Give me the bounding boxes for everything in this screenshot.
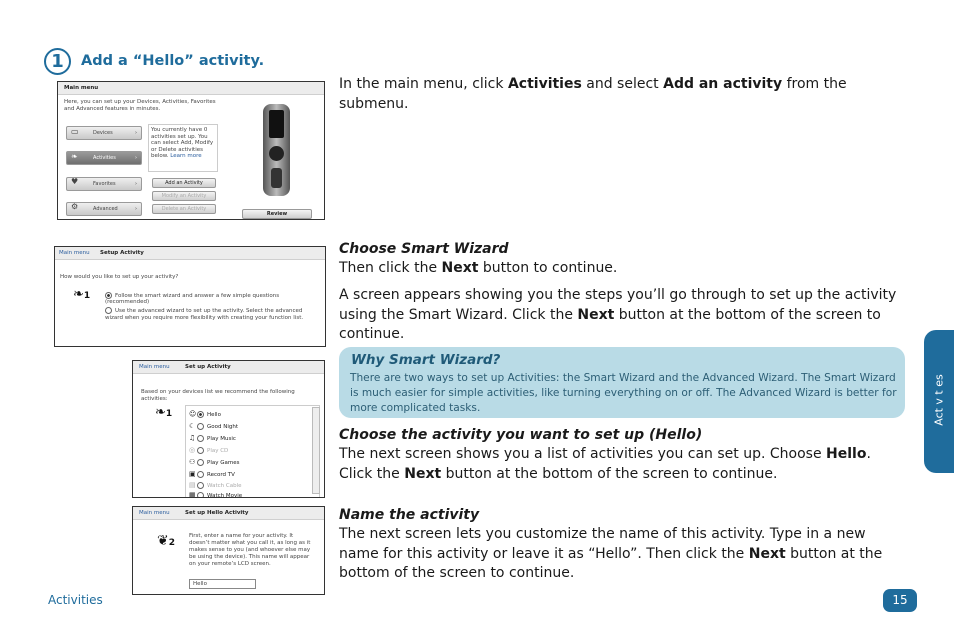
advanced-button[interactable]: Advanced › <box>66 202 142 216</box>
setup-activity-screenshot <box>54 246 326 347</box>
favorites-button[interactable]: Favorites › <box>66 177 142 191</box>
smart-wizard-option[interactable]: Follow the smart wizard and answer a few simple questions (recommended) <box>105 293 280 305</box>
screenshot-breadcrumb <box>133 507 324 520</box>
devices-button[interactable]: Devices › <box>66 126 142 140</box>
activity-option-watch-movie[interactable]: ▦ Watch Movie <box>189 491 243 498</box>
breadcrumb-current: Set up Activity <box>185 364 231 370</box>
name-instruction-text: First, enter a name for your activity. It doesn’t matter what you call it, as long as it makes sense to you (and whoever else may be using the device). This name will appear on your remote’s LCD screen. <box>189 533 311 567</box>
footer-section-name: Activities <box>48 593 103 607</box>
radio-unselected[interactable] <box>105 307 112 314</box>
screenshot-header-bar <box>58 82 324 95</box>
activity-option-play-cd[interactable]: ◎ Play CD <box>189 446 229 454</box>
step3-paragraph: The next screen shows you a list of activities you can set up. Choose Hello. Click the Next button at the bottom of the screen to continue. <box>339 446 871 482</box>
breadcrumb-current: Set up Hello Activity <box>185 510 249 516</box>
activities-button[interactable]: Activities › <box>66 151 142 165</box>
step2-paragraph: A screen appears showing you the steps you’ll go through to set up the activity using the Smart Wizard. Click the Next button at the bottom of the screen to continue. <box>339 287 897 342</box>
breadcrumb-main-menu[interactable]: Main menu <box>59 250 90 256</box>
tip-title: Why Smart Wizard? <box>351 352 501 368</box>
step-badge-icon: ❧1 <box>73 287 91 302</box>
add-activity-button[interactable]: Add an Activity <box>152 178 216 188</box>
activities-icon: ❧ <box>71 152 78 161</box>
screenshot-breadcrumb <box>133 361 324 374</box>
activity-option-record-tv[interactable]: ▣ Record TV <box>189 470 235 478</box>
activity-name-input[interactable]: Hello <box>189 579 256 589</box>
gear-icon: ⚙ <box>71 202 79 211</box>
chapter-side-tab-label: Act v t es <box>932 374 946 426</box>
screenshot-breadcrumb <box>55 247 325 260</box>
step-title: Add a “Hello” activity. <box>81 53 265 69</box>
activity-option-watch-cable[interactable]: ▤ Watch Cable <box>189 481 242 489</box>
radio-selected[interactable] <box>105 292 112 299</box>
tip-text: There are two ways to set up Activities: the Smart Wizard and the Advanced Wizard. The Smart Wizard is much easier for simple activities, like turning everything on or off. The Advanced Wizard is better for more complicated tasks. <box>350 372 897 414</box>
screenshot-intro-text: Here, you can set up your Devices, Activities, Favorites and Advanced features in minutes. <box>64 99 216 112</box>
tv-icon: ▣ <box>189 470 196 478</box>
step-badge-icon: ❧1 <box>155 405 173 420</box>
devices-icon: ▭ <box>71 127 79 136</box>
hello-icon: ☺ <box>189 410 197 418</box>
activity-list-screenshot <box>132 360 325 498</box>
choose-activity-heading: Choose the activity you want to set up (Hello) <box>339 427 703 443</box>
cd-icon: ◎ <box>189 446 196 454</box>
movie-icon: ▦ <box>189 491 196 498</box>
page-number: 15 <box>883 589 917 612</box>
main-menu-screenshot <box>57 81 325 220</box>
step-badge-icon: ❦2 <box>157 533 175 549</box>
activity-option-play-games[interactable]: ⚇ Play Games <box>189 458 240 466</box>
moon-icon: ☾ <box>189 422 196 430</box>
activity-option-hello[interactable]: ☺ Hello <box>189 410 221 418</box>
advanced-wizard-option[interactable]: Use the advanced wizard to set up the activity. Select the advanced wizard when you require more flexibility with creating your function list. <box>105 308 304 321</box>
setup-question: How would you like to set up your activity? <box>60 274 179 280</box>
step1-instruction: In the main menu, click Activities and select Add an activity from the submenu. <box>339 76 847 112</box>
heart-icon: ♥ <box>71 177 79 186</box>
screenshot-header-label: Main menu <box>64 85 99 91</box>
chevron-right-icon: › <box>135 181 137 187</box>
chevron-right-icon: › <box>135 206 137 212</box>
activity-option-play-music[interactable]: ♫ Play Music <box>189 434 236 442</box>
activities-info-box <box>148 124 218 172</box>
name-activity-screenshot <box>132 506 325 595</box>
step2-next-line: Then click the Next button to continue. <box>339 260 618 276</box>
activity-option-good-night[interactable]: ☾ Good Night <box>189 422 239 430</box>
cable-icon: ▤ <box>189 481 196 489</box>
chevron-right-icon: › <box>135 130 137 136</box>
remote-control-image <box>263 104 290 196</box>
name-activity-heading: Name the activity <box>339 507 480 523</box>
activities-info-text: You currently have 0 activities set up. You can select Add, Modify or Delete activities below. <box>151 127 214 159</box>
breadcrumb-main-menu[interactable]: Main menu <box>139 510 170 516</box>
choose-smart-wizard-heading: Choose Smart Wizard <box>339 241 509 257</box>
step-number-badge: 1 <box>44 48 71 75</box>
step4-paragraph: The next screen lets you customize the name of this activity. Type in a new name for this activity or leave it as “Hello”. Then click the Next button at the bottom of the screen to continue. <box>339 526 883 581</box>
activity-list-scrollbar[interactable] <box>312 407 320 494</box>
breadcrumb-current: Setup Activity <box>100 250 144 256</box>
learn-more-link[interactable]: Learn more <box>170 153 202 159</box>
breadcrumb-main-menu[interactable]: Main menu <box>139 364 170 370</box>
delete-activity-button[interactable]: Delete an Activity <box>152 204 216 214</box>
modify-activity-button[interactable]: Modify an Activity <box>152 191 216 201</box>
music-icon: ♫ <box>189 434 196 442</box>
chevron-right-icon: › <box>135 155 137 161</box>
gamepad-icon: ⚇ <box>189 458 196 466</box>
review-button[interactable]: Review <box>242 209 312 219</box>
recommendation-text: Based on your devices list we recommend the following activities: <box>141 389 295 402</box>
